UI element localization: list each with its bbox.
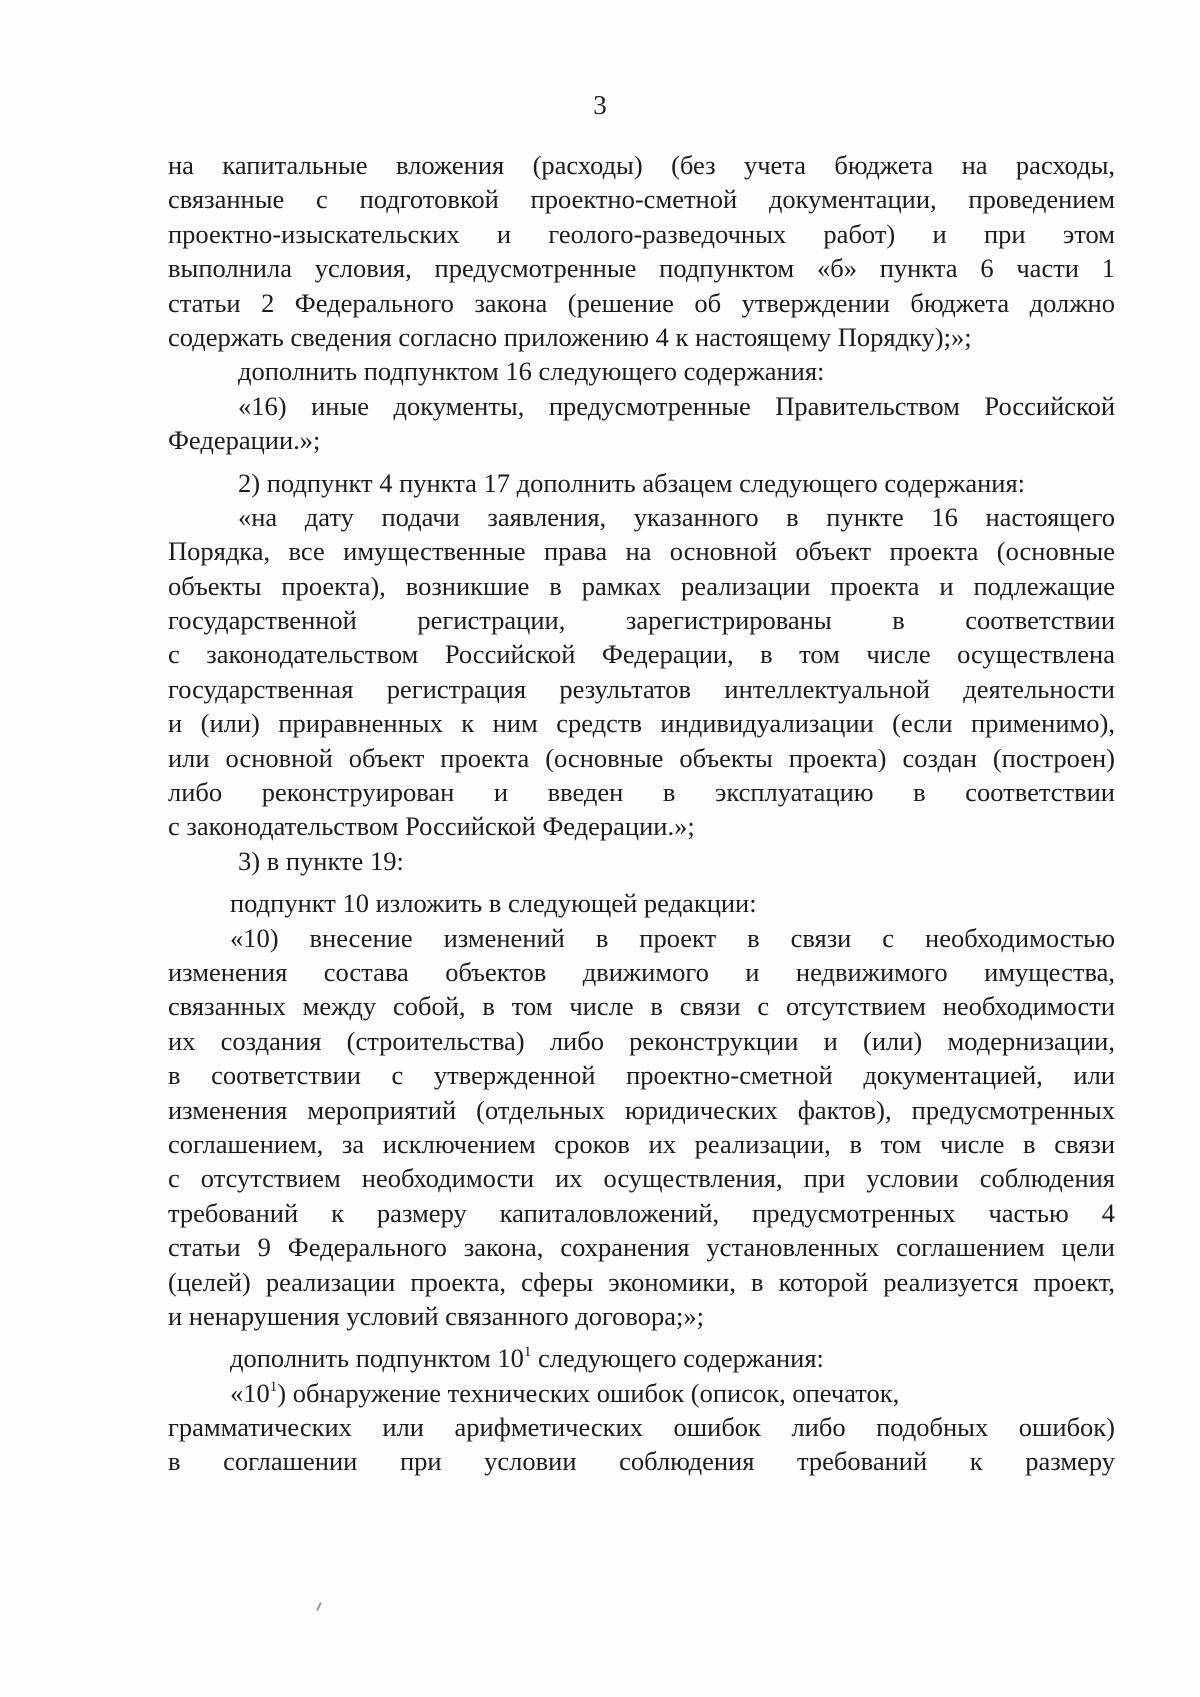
text-line: соглашением, за исключением сроков их реализации, в том числе в связи bbox=[168, 1128, 1115, 1159]
text-fragment: следующего содержания: bbox=[531, 1343, 824, 1374]
text-fragment: ) обнаружение технических ошибок (описок, опечаток, bbox=[277, 1377, 900, 1408]
text-line: связанных между собой, в том числе в связи с отсутствием необходимости bbox=[168, 991, 1115, 1022]
text-line: статьи 9 Федерального закона, сохранения установленных соглашением цели bbox=[168, 1232, 1115, 1263]
text-line: их создания (строительства) либо реконструкции и (или) модернизации, bbox=[168, 1025, 1115, 1056]
text-line: Порядка, все имущественные права на основной объект проекта (основные bbox=[168, 536, 1115, 567]
text-line: изменения мероприятий (отдельных юридических фактов), предусмотренных bbox=[168, 1094, 1115, 1125]
text-line: государственная регистрация результатов интеллектуальной деятельности bbox=[168, 673, 1115, 704]
text-line: государственной регистрации, зарегистрированы в соответствии bbox=[168, 605, 1115, 636]
text-line: статьи 2 Федерального закона (решение об утверждении бюджета должно bbox=[168, 287, 1115, 318]
text-line: и (или) приравненных к ним средств индивидуализации (если применимо), bbox=[168, 708, 1115, 739]
text-line: «на дату подачи заявления, указанного в пункте 16 настоящего bbox=[238, 501, 1115, 532]
text-line: грамматических или арифметических ошибок либо подобных ошибок) bbox=[168, 1412, 1115, 1443]
text-fragment: «10 bbox=[230, 1377, 270, 1408]
text-line: в соответствии с утвержденной проектно-сметной документацией, или bbox=[168, 1060, 1115, 1091]
superscript: 1 bbox=[523, 1344, 532, 1361]
text-line: проектно-изыскательских и геолого-разведочных работ) и при этом bbox=[168, 218, 1115, 249]
text-line: требований к размеру капиталовложений, предусмотренных частью 4 bbox=[168, 1197, 1115, 1228]
text-line-with-superscript bbox=[168, 1376, 1115, 1410]
text-line: либо реконструирован и введен в эксплуатацию в соответствии bbox=[168, 777, 1115, 808]
text-line: Федерации.»; bbox=[168, 425, 321, 456]
text-line: и ненарушения условий связанного договора;»; bbox=[168, 1300, 704, 1331]
superscript: 1 bbox=[269, 1378, 278, 1395]
text-line: 3) в пункте 19: bbox=[238, 845, 404, 876]
text-line: содержать сведения согласно приложению 4 к настоящему Порядку);»; bbox=[168, 321, 972, 352]
text-line: в соглашении при условии соблюдения требований к размеру bbox=[168, 1446, 1115, 1477]
text-line: или основной объект проекта (основные объекты проекта) создан (построен) bbox=[168, 742, 1115, 773]
text-line-with-superscript bbox=[168, 1341, 1115, 1375]
text-line: объекты проекта), возникшие в рамках реализации проекта и подлежащие bbox=[168, 570, 1115, 601]
text-line: «16) иные документы, предусмотренные Правительством Российской bbox=[238, 390, 1115, 421]
text-fragment: дополнить подпунктом 10 bbox=[230, 1343, 524, 1374]
text-line: с законодательством Российской Федерации.»; bbox=[168, 811, 695, 842]
text-line: с законодательством Российской Федерации, в том числе осуществлена bbox=[168, 639, 1115, 670]
text-line: 2) подпункт 4 пункта 17 дополнить абзацем следующего содержания: bbox=[238, 467, 1026, 498]
text-line: с отсутствием необходимости их осуществления, при условии соблюдения bbox=[168, 1163, 1115, 1194]
text-line: выполнила условия, предусмотренные подпунктом «б» пункта 6 части 1 bbox=[168, 253, 1115, 284]
text-line: дополнить подпунктом 16 следующего содержания: bbox=[238, 356, 825, 387]
text-line: подпункт 10 изложить в следующей редакции: bbox=[230, 888, 757, 919]
text-line: на капитальные вложения (расходы) (без учета бюджета на расходы, bbox=[168, 150, 1115, 180]
document-body bbox=[168, 148, 1115, 1479]
text-line: «10) внесение изменений в проект в связи с необходимостью bbox=[230, 922, 1115, 953]
text-line: (целей) реализации проекта, сферы экономики, в которой реализуется проект, bbox=[168, 1266, 1115, 1297]
text-line: связанные с подготовкой проектно-сметной документации, проведением bbox=[168, 184, 1115, 215]
text-line: изменения состава объектов движимого и недвижимого имущества, bbox=[168, 956, 1115, 987]
page-number: 3 bbox=[593, 90, 607, 120]
scan-speck bbox=[316, 1602, 322, 1611]
